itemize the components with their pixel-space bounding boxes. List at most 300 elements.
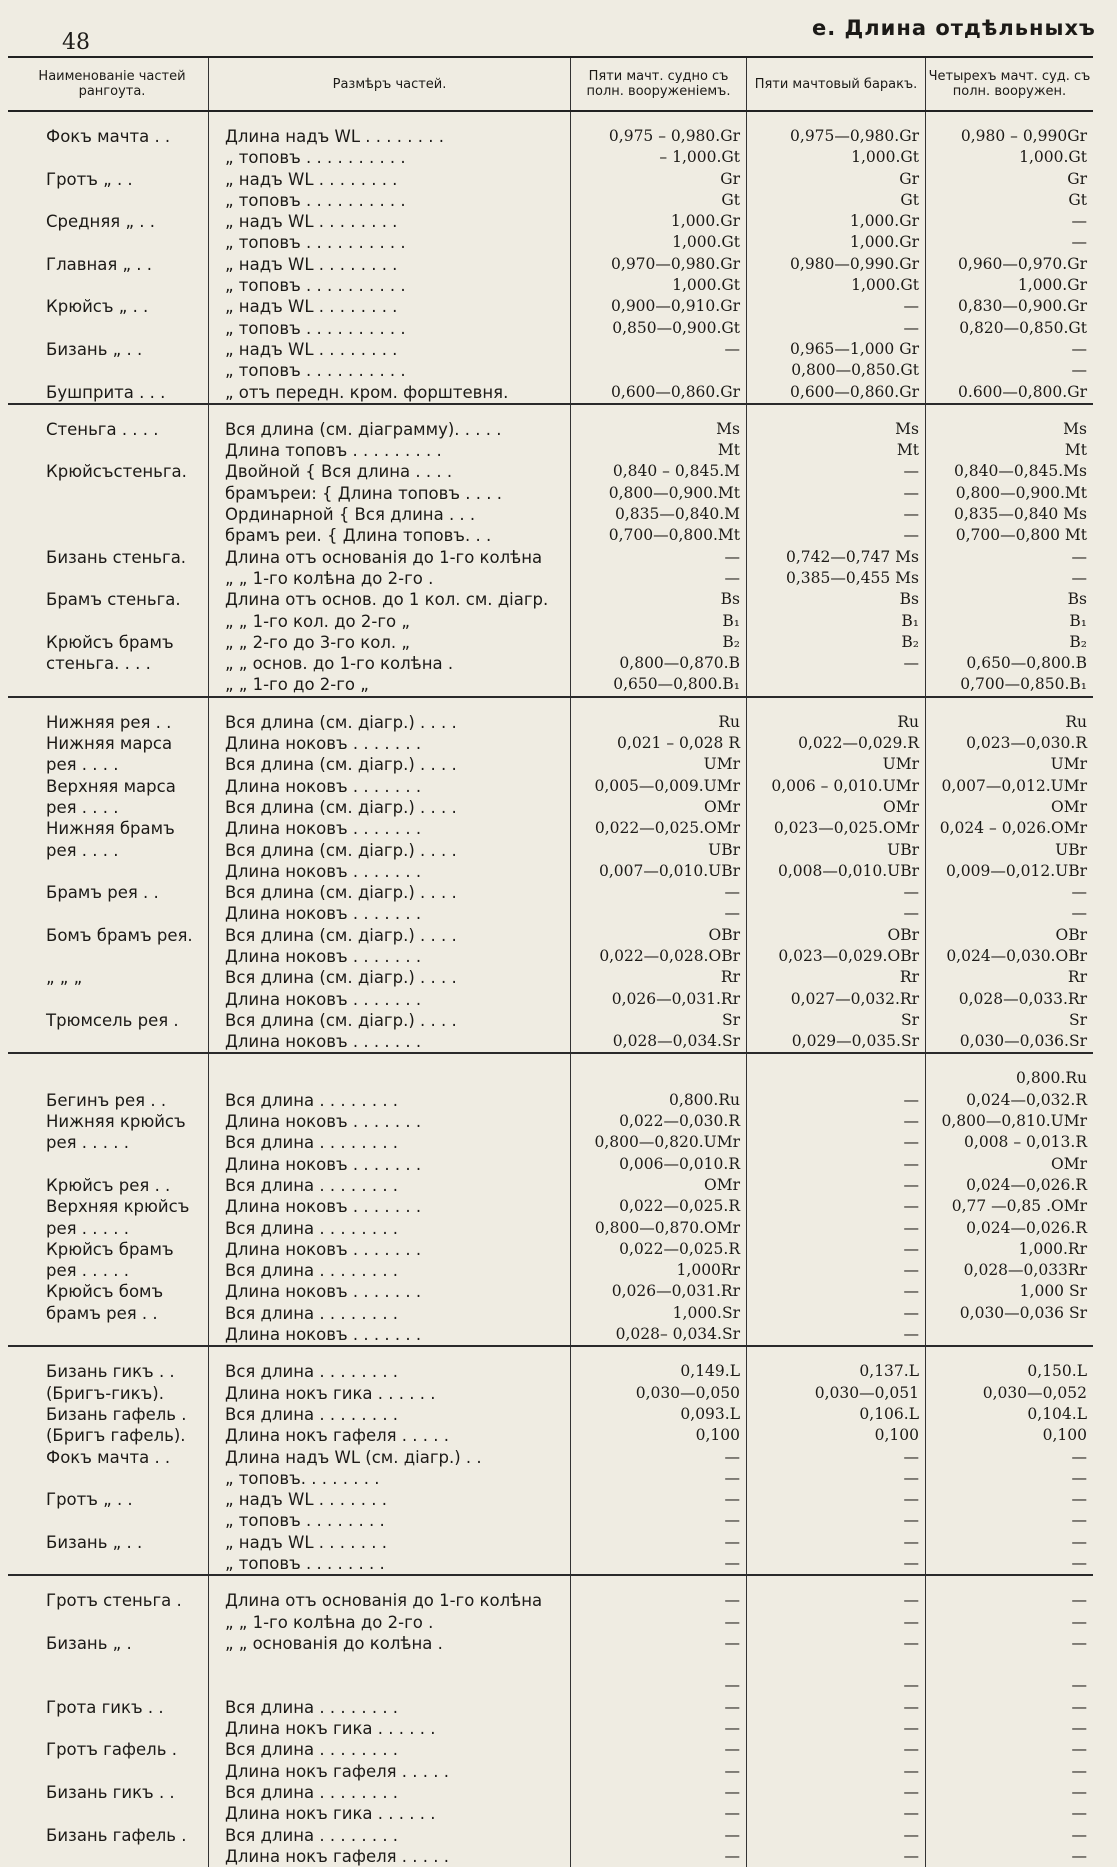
five-mast-barque-cell — [747, 1068, 926, 1089]
five-mast-barque-cell: — — [747, 1612, 926, 1633]
five-mast-barque-cell: 1,000.Gr — [747, 232, 926, 253]
four-mast-ship-cell: 0,028—0,033.Rr — [958, 989, 1087, 1008]
table-row — [8, 525, 1093, 546]
four-mast-ship-cell: 0,800—0,900.Mt — [955, 483, 1087, 502]
five-mast-barque-cell: — — [747, 1553, 926, 1574]
part-name-cell: Верхняя крюйсъ — [8, 1196, 209, 1217]
five-mast-barque-cell: Sr — [747, 1010, 926, 1031]
five-mast-barque-cell: — — [747, 461, 926, 482]
size-desc-cell: „ топовъ . . . . . . . . . . — [209, 275, 571, 296]
table-row — [8, 1218, 1093, 1239]
four-mast-ship-cell: 0,024 – 0,026.OMr — [939, 819, 1087, 838]
page-number: 48 — [62, 30, 90, 55]
four-mast-ship-cell — [926, 1654, 1093, 1675]
size-desc-cell: Вся длина (см. діагр.) . . . . — [209, 925, 571, 946]
size-desc-cell: Длина ноковъ . . . . . . . — [209, 1196, 571, 1217]
part-name-cell: Нижняя рея . . — [8, 712, 209, 733]
table-row — [8, 861, 1093, 882]
five-mast-ship-cell: — — [571, 882, 747, 903]
part-name-cell — [8, 1510, 209, 1531]
four-mast-ship-cell: 0,800—0,810.UMr — [941, 1112, 1087, 1131]
five-mast-ship-cell: — — [571, 1782, 747, 1803]
five-mast-ship-cell: — — [571, 1761, 747, 1782]
four-mast-ship-cell: — — [1071, 1782, 1087, 1801]
part-name-cell: Нижняя брамъ — [8, 818, 209, 839]
part-name-cell: Бизань гафель . — [8, 1825, 209, 1846]
five-mast-barque-cell: Bs — [747, 589, 926, 610]
part-name-cell — [8, 1324, 209, 1345]
table-row — [8, 1281, 1093, 1302]
five-mast-ship-cell: — — [571, 1590, 747, 1611]
five-mast-barque-cell: UBr — [747, 840, 926, 861]
five-mast-ship-cell: 1,000.Gt — [571, 232, 747, 253]
section-gap — [8, 405, 1093, 419]
five-mast-ship-cell: — — [571, 1846, 747, 1867]
size-desc-cell: Вся длина . . . . . . . . — [209, 1361, 571, 1382]
four-mast-ship-cell: Gr — [1067, 169, 1087, 188]
five-mast-ship-cell: 0,022—0,028.OBr — [571, 946, 747, 967]
size-desc-cell: Вся длина . . . . . . . . — [209, 1175, 571, 1196]
table-row — [8, 1612, 1093, 1633]
four-mast-ship-cell: B₁ — [1069, 611, 1087, 630]
part-name-cell — [8, 611, 209, 632]
size-desc-cell: Вся длина . . . . . . . . — [209, 1697, 571, 1718]
size-desc-cell: Вся длина (см. діагр.) . . . . — [209, 797, 571, 818]
four-mast-ship-cell: — — [1071, 1591, 1087, 1610]
five-mast-ship-cell: — — [571, 1633, 747, 1654]
four-mast-ship-cell: 0,030—0,036.Sr — [959, 1032, 1087, 1051]
size-desc-cell: Длина нокъ гика . . . . . . — [209, 1383, 571, 1404]
size-desc-cell: Длина ноковъ . . . . . . . — [209, 818, 571, 839]
part-name-cell — [8, 1068, 209, 1089]
part-name-cell: рея . . . . — [8, 840, 209, 861]
five-mast-ship-cell — [571, 360, 747, 381]
part-name-cell: Средняя „ . . — [8, 211, 209, 232]
size-desc-cell: „ топовъ . . . . . . . . . . — [209, 318, 571, 339]
five-mast-ship-cell: — — [571, 1697, 747, 1718]
part-name-cell: Бизань гикъ . . — [8, 1361, 209, 1382]
part-name-cell: рея . . . . . — [8, 1260, 209, 1281]
part-name-cell: Бизань гикъ . . — [8, 1782, 209, 1803]
table-row — [8, 1324, 1093, 1345]
section-gap — [8, 112, 1093, 126]
size-desc-cell: брамъреи: { Длина топовъ . . . . — [209, 483, 571, 504]
part-name-cell — [8, 147, 209, 168]
table-row — [8, 360, 1093, 381]
five-mast-barque-cell: OBr — [747, 925, 926, 946]
five-mast-barque-cell: — — [747, 483, 926, 504]
five-mast-barque-cell: — — [747, 1218, 926, 1239]
size-desc-cell: Вся длина (см. діагр.) . . . . — [209, 754, 571, 775]
part-name-cell — [8, 318, 209, 339]
size-desc-cell: Длина нокъ гафеля . . . . . — [209, 1846, 571, 1867]
four-mast-ship-cell: Gt — [1068, 190, 1087, 209]
four-mast-ship-cell: — — [1071, 361, 1087, 380]
part-name-cell — [8, 232, 209, 253]
part-name-cell — [8, 1468, 209, 1489]
five-mast-ship-cell: 0,900—0,910.Gr — [571, 296, 747, 317]
size-desc-cell: „ отъ передн. кром. форштевня. — [209, 382, 571, 403]
size-desc-cell: „ надъ WL . . . . . . . . — [209, 169, 571, 190]
five-mast-barque-cell: — — [747, 1633, 926, 1654]
table-row — [8, 1468, 1093, 1489]
table-row — [8, 1196, 1093, 1217]
part-name-cell: Трюмсель рея . — [8, 1010, 209, 1031]
four-mast-ship-cell: 0,700—0,850.B₁ — [960, 675, 1087, 694]
five-mast-barque-cell: — — [747, 1846, 926, 1867]
five-mast-barque-cell: — — [747, 504, 926, 525]
five-mast-barque-cell: 0,137.L — [747, 1361, 926, 1382]
five-mast-ship-cell: — — [571, 1489, 747, 1510]
four-mast-ship-cell: — — [1071, 1740, 1087, 1759]
five-mast-ship-cell: UMr — [571, 754, 747, 775]
size-desc-cell: „ топовъ . . . . . . . . . . — [209, 147, 571, 168]
four-mast-ship-cell: — — [1071, 1825, 1087, 1844]
five-mast-ship-cell: 1,000.Sr — [571, 1303, 747, 1324]
five-mast-barque-cell: 1,000.Gt — [747, 147, 926, 168]
five-mast-barque-cell: — — [747, 1825, 926, 1846]
size-desc-cell: „ топовъ. . . . . . . . — [209, 1468, 571, 1489]
four-mast-ship-cell: 0,650—0,800.B — [966, 654, 1087, 673]
five-mast-ship-cell: 0,021 – 0,028 R — [571, 733, 747, 754]
four-mast-ship-cell: UMr — [1050, 755, 1087, 774]
five-mast-barque-cell: — — [747, 1260, 926, 1281]
four-mast-ship-cell: Mt — [1064, 441, 1087, 460]
table-row — [8, 903, 1093, 924]
section-gap — [8, 1054, 1093, 1068]
table-row — [8, 1425, 1093, 1446]
table-row — [8, 190, 1093, 211]
five-mast-barque-cell: — — [747, 1697, 926, 1718]
size-desc-cell: Вся длина . . . . . . . . — [209, 1739, 571, 1760]
five-mast-ship-cell: B₂ — [571, 632, 747, 653]
five-mast-barque-cell: 0,023—0,029.OBr — [747, 946, 926, 967]
part-name-cell: Главная „ . . — [8, 254, 209, 275]
table-row — [8, 461, 1093, 482]
five-mast-ship-cell: OBr — [571, 925, 747, 946]
size-desc-cell: Длина нокъ гафеля . . . . . — [209, 1425, 571, 1446]
size-desc-cell: Вся длина (см. діагр.) . . . . — [209, 1010, 571, 1031]
part-name-cell: Бомъ брамъ рея. — [8, 925, 209, 946]
four-mast-ship-cell: 1,000.Gr — [1017, 276, 1087, 295]
five-mast-ship-cell: 0,028– 0,034.Sr — [571, 1324, 747, 1345]
table-row — [8, 1739, 1093, 1760]
five-mast-ship-cell: — — [571, 1718, 747, 1739]
table-row — [8, 925, 1093, 946]
five-mast-ship-cell: 0,975 – 0,980.Gr — [571, 126, 747, 147]
five-mast-ship-cell: 0,149.L — [571, 1361, 747, 1382]
five-mast-barque-cell: 0,800—0,850.Gt — [747, 360, 926, 381]
five-mast-barque-cell: — — [747, 882, 926, 903]
four-mast-ship-cell: — — [1071, 1511, 1087, 1530]
table-row — [8, 169, 1093, 190]
five-mast-barque-cell: — — [747, 1489, 926, 1510]
table-row — [8, 1031, 1093, 1052]
five-mast-barque-cell: — — [747, 1675, 926, 1696]
five-mast-ship-cell: 0,026—0,031.Rr — [571, 989, 747, 1010]
table-row — [8, 882, 1093, 903]
five-mast-barque-cell: 0,965—1,000 Gr — [747, 339, 926, 360]
five-mast-barque-cell: — — [747, 1154, 926, 1175]
table-row — [8, 1633, 1093, 1654]
part-name-cell: Крюйсъ бомъ — [8, 1281, 209, 1302]
size-desc-cell: Длина ноковъ . . . . . . . — [209, 776, 571, 797]
five-mast-ship-cell: 0,850—0,900.Gt — [571, 318, 747, 339]
five-mast-barque-cell: — — [747, 1239, 926, 1260]
header-four-mast-ship: Четырехъ мачт. суд. съ полн. вооружен. — [928, 69, 1091, 99]
table-row — [8, 211, 1093, 232]
table-row — [8, 1154, 1093, 1175]
four-mast-ship-cell: 0,023—0,030.R — [966, 734, 1087, 753]
header-part-names: Наименованіе частей рангоута. — [8, 58, 209, 110]
size-desc-cell: Вся длина . . . . . . . . — [209, 1303, 571, 1324]
part-name-cell — [8, 1803, 209, 1824]
four-mast-ship-cell: Ms — [1063, 419, 1087, 438]
part-name-cell — [8, 440, 209, 461]
part-name-cell: Бизань стеньга. — [8, 547, 209, 568]
five-mast-barque-cell: 0,023—0,025.OMr — [747, 818, 926, 839]
four-mast-ship-cell: — — [1071, 1490, 1087, 1509]
size-desc-cell: Длина нокъ гика . . . . . . — [209, 1803, 571, 1824]
five-mast-barque-cell: Mt — [747, 440, 926, 461]
four-mast-ship-cell: OBr — [1055, 925, 1087, 944]
four-mast-ship-cell: 0,100 — [1042, 1426, 1087, 1445]
part-name-cell: Фокъ мачта . . — [8, 126, 209, 147]
size-desc-cell: „ надъ WL . . . . . . . — [209, 1532, 571, 1553]
size-desc-cell: Вся длина (см. діагр.) . . . . — [209, 882, 571, 903]
four-mast-ship-cell: 0,840—0,845.Ms — [954, 462, 1087, 481]
five-mast-ship-cell: 0,028—0,034.Sr — [571, 1031, 747, 1052]
table-row — [8, 946, 1093, 967]
size-desc-cell: „ надъ WL . . . . . . . . — [209, 339, 571, 360]
table-row — [8, 318, 1093, 339]
size-desc-cell: Длина отъ основ. до 1 кол. см. діагр. — [209, 589, 571, 610]
four-mast-ship-cell: 0,104.L — [1027, 1404, 1087, 1423]
table-row — [8, 1447, 1093, 1468]
table-row — [8, 989, 1093, 1010]
four-mast-ship-cell: 0,150.L — [1027, 1362, 1087, 1381]
size-desc-cell: Длина ноковъ . . . . . . . — [209, 1111, 571, 1132]
table-row — [8, 275, 1093, 296]
four-mast-ship-cell: — — [1071, 1846, 1087, 1865]
five-mast-barque-cell: 1,000.Gr — [747, 211, 926, 232]
four-mast-ship-cell: 0,980 – 0,990Gr — [960, 127, 1087, 145]
table-row — [8, 632, 1093, 653]
part-name-cell: „ „ „ — [8, 967, 209, 988]
four-mast-ship-cell: — — [1071, 1719, 1087, 1738]
part-name-cell: Бегинъ рея . . — [8, 1090, 209, 1111]
table-row — [8, 1303, 1093, 1324]
size-desc-cell: Длина отъ основанія до 1-го колѣна — [209, 547, 571, 568]
size-desc-cell: Длина ноковъ . . . . . . . — [209, 903, 571, 924]
five-mast-ship-cell: 0,093.L — [571, 1404, 747, 1425]
five-mast-ship-cell: 0,800—0,870.OMr — [571, 1218, 747, 1239]
size-desc-cell: „ „ 1-го кол. до 2-го „ — [209, 611, 571, 632]
table-row — [8, 419, 1093, 440]
five-mast-ship-cell: — — [571, 1612, 747, 1633]
five-mast-barque-cell: 0,027—0,032.Rr — [747, 989, 926, 1010]
table-row — [8, 1132, 1093, 1153]
part-name-cell: Крюйсъстеньга. — [8, 461, 209, 482]
part-name-cell — [8, 360, 209, 381]
five-mast-barque-cell: — — [747, 1111, 926, 1132]
size-desc-cell — [209, 1068, 571, 1089]
five-mast-ship-cell: — — [571, 1803, 747, 1824]
part-name-cell: Бизань „ . . — [8, 1532, 209, 1553]
five-mast-barque-cell: 0,975—0,980.Gr — [747, 126, 926, 147]
five-mast-ship-cell: 0,800—0,900.Mt — [571, 483, 747, 504]
size-desc-cell: „ надъ WL . . . . . . . . — [209, 254, 571, 275]
size-desc-cell: Вся длина (см. діагр.) . . . . — [209, 967, 571, 988]
part-name-cell: рея . . . . — [8, 754, 209, 775]
five-mast-barque-cell: 0,029—0,035.Sr — [747, 1031, 926, 1052]
five-mast-barque-cell: B₁ — [747, 611, 926, 632]
part-name-cell: рея . . . . — [8, 797, 209, 818]
part-name-cell — [8, 1718, 209, 1739]
five-mast-barque-cell: — — [747, 1510, 926, 1531]
five-mast-barque-cell: — — [747, 1196, 926, 1217]
four-mast-ship-cell: — — [1071, 1468, 1087, 1487]
part-name-cell — [8, 1654, 209, 1675]
table-row — [8, 1718, 1093, 1739]
five-mast-barque-cell: 1,000.Gt — [747, 275, 926, 296]
five-mast-ship-cell: Ru — [571, 712, 747, 733]
part-name-cell: Крюйсъ „ . . — [8, 296, 209, 317]
part-name-cell: Грота гикъ . . — [8, 1697, 209, 1718]
table-row — [8, 339, 1093, 360]
part-name-cell — [8, 1612, 209, 1633]
table-row — [8, 818, 1093, 839]
table-row — [8, 1111, 1093, 1132]
table-row — [8, 776, 1093, 797]
table-row — [8, 547, 1093, 568]
five-mast-ship-cell: — — [571, 1825, 747, 1846]
part-name-cell: (Бригъ гафель). — [8, 1425, 209, 1446]
four-mast-ship-cell: 0,960—0,970.Gr — [958, 254, 1087, 273]
table-row — [8, 589, 1093, 610]
four-mast-ship-cell: 0,024—0,030.OBr — [946, 946, 1087, 965]
four-mast-ship-cell: 0,024—0,032.R — [966, 1090, 1087, 1109]
part-name-cell: Бизань „ . . — [8, 339, 209, 360]
size-desc-cell: „ „ 1-го колѣна до 2-го . — [209, 1612, 571, 1633]
four-mast-ship-cell: — — [1071, 1532, 1087, 1551]
four-mast-ship-cell: 0,024—0,026.R — [966, 1175, 1087, 1194]
five-mast-ship-cell: 1,000Rr — [571, 1260, 747, 1281]
table-row — [8, 440, 1093, 461]
table-row — [8, 1404, 1093, 1425]
spar-table — [8, 56, 1093, 1867]
five-mast-ship-cell: 1,000.Gr — [571, 211, 747, 232]
table-row — [8, 1383, 1093, 1404]
size-desc-cell: Вся длина . . . . . . . . — [209, 1132, 571, 1153]
table-row — [8, 382, 1093, 403]
part-name-cell — [8, 190, 209, 211]
five-mast-ship-cell: — — [571, 1675, 747, 1696]
five-mast-ship-cell: 0,030—0,050 — [571, 1383, 747, 1404]
size-desc-cell: Длина ноковъ . . . . . . . — [209, 1281, 571, 1302]
five-mast-ship-cell: 0,006—0,010.R — [571, 1154, 747, 1175]
four-mast-ship-cell: Ru — [1065, 712, 1087, 731]
table-row — [8, 1532, 1093, 1553]
table-row — [8, 1090, 1093, 1111]
five-mast-barque-cell: — — [747, 1324, 926, 1345]
section-gap — [8, 698, 1093, 712]
five-mast-barque-cell — [747, 674, 926, 695]
table-row — [8, 126, 1093, 147]
five-mast-ship-cell: B₁ — [571, 611, 747, 632]
part-name-cell: Брамъ рея . . — [8, 882, 209, 903]
five-mast-barque-cell: — — [747, 1175, 926, 1196]
five-mast-ship-cell: Mt — [571, 440, 747, 461]
table-row — [8, 1260, 1093, 1281]
running-head: е. Длина отдѣльныхъ — [812, 16, 1096, 40]
size-desc-cell: Длина ноковъ . . . . . . . — [209, 1239, 571, 1260]
five-mast-barque-cell: Gr — [747, 169, 926, 190]
size-desc-cell — [209, 1654, 571, 1675]
size-desc-cell: Длина надъ WL (см. діагр.) . . — [209, 1447, 571, 1468]
five-mast-ship-cell: Sr — [571, 1010, 747, 1031]
table-row — [8, 232, 1093, 253]
part-name-cell — [8, 525, 209, 546]
five-mast-ship-cell: — — [571, 1553, 747, 1574]
five-mast-ship-cell: — — [571, 339, 747, 360]
table-row — [8, 1803, 1093, 1824]
five-mast-barque-cell: 0,980—0,990.Gr — [747, 254, 926, 275]
part-name-cell: (Бригъ-гикъ). — [8, 1383, 209, 1404]
four-mast-ship-cell: — — [1071, 339, 1087, 358]
four-mast-ship-cell: OMr — [1051, 1154, 1087, 1173]
five-mast-ship-cell: — — [571, 568, 747, 589]
four-mast-ship-cell: 0,700—0,800 Mt — [955, 526, 1087, 545]
four-mast-ship-cell: 0,009—0,012.UBr — [945, 861, 1087, 880]
size-desc-cell: „ „ основ. до 1-го колѣна . — [209, 653, 571, 674]
four-mast-ship-cell: — — [1071, 1804, 1087, 1823]
five-mast-barque-cell: — — [747, 903, 926, 924]
part-name-cell: Бушприта . . . — [8, 382, 209, 403]
header-part-sizes: Размѣръ частей. — [209, 58, 571, 110]
table-row — [8, 967, 1093, 988]
part-name-cell: рея . . . . . — [8, 1132, 209, 1153]
table-row — [8, 504, 1093, 525]
five-mast-ship-cell: 0,650—0,800.B₁ — [571, 674, 747, 695]
size-desc-cell: Длина топовъ . . . . . . . . . — [209, 440, 571, 461]
size-desc-cell — [209, 1675, 571, 1696]
four-mast-ship-cell: 0,800.Ru — [1016, 1069, 1087, 1088]
five-mast-ship-cell: Rr — [571, 967, 747, 988]
part-name-cell: рея . . . . . — [8, 1218, 209, 1239]
five-mast-barque-cell: Ru — [747, 712, 926, 733]
size-desc-cell: Длина ноковъ . . . . . . . — [209, 989, 571, 1010]
table-row — [8, 840, 1093, 861]
part-name-cell: Стеньга . . . . — [8, 419, 209, 440]
size-desc-cell: „ топовъ . . . . . . . . — [209, 1553, 571, 1574]
size-desc-cell: Длина нокъ гафеля . . . . . — [209, 1761, 571, 1782]
four-mast-ship-cell: 0,008 – 0,013.R — [964, 1133, 1087, 1152]
table-row — [8, 1361, 1093, 1382]
size-desc-cell: Вся длина . . . . . . . . — [209, 1404, 571, 1425]
five-mast-barque-cell: 0,006 – 0,010.UMr — [747, 776, 926, 797]
five-mast-barque-cell: — — [747, 1532, 926, 1553]
table-row — [8, 1175, 1093, 1196]
five-mast-barque-cell: — — [747, 1739, 926, 1760]
five-mast-ship-cell: — — [571, 1532, 747, 1553]
five-mast-barque-cell: OMr — [747, 797, 926, 818]
table-row — [8, 568, 1093, 589]
five-mast-ship-cell: — — [571, 1510, 747, 1531]
table-row — [8, 754, 1093, 775]
size-desc-cell: Ординарной { Вся длина . . . — [209, 504, 571, 525]
five-mast-ship-cell: 0,840 – 0,845.M — [571, 461, 747, 482]
